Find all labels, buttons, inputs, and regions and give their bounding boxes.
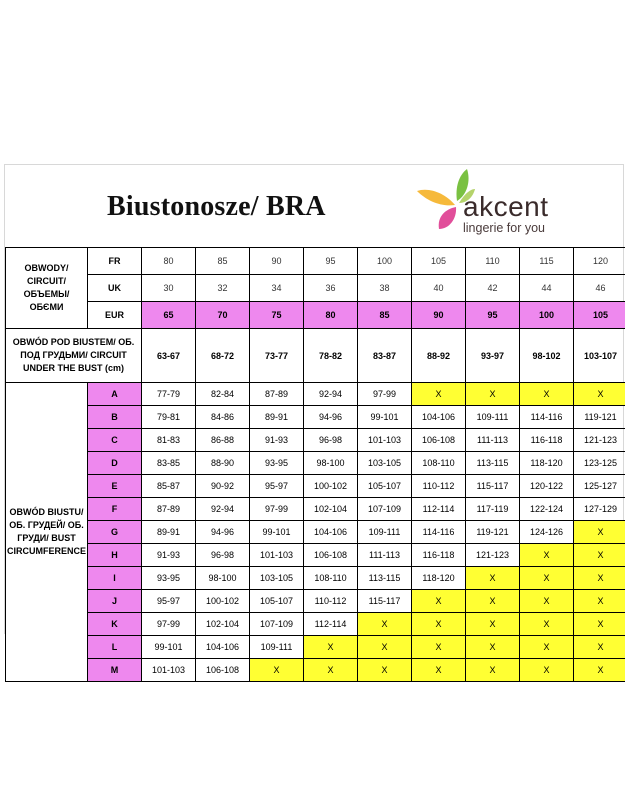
unavailable-cell: X: [574, 636, 625, 659]
cup-label: K: [88, 613, 142, 636]
brand-logo: [415, 167, 575, 243]
eur-cell: 105: [574, 302, 625, 329]
cup-label: B: [88, 406, 142, 429]
bust-range-cell: 118-120: [520, 452, 574, 475]
bust-range-cell: 102-104: [304, 498, 358, 521]
unavailable-cell: X: [466, 659, 520, 682]
bust-range-cell: 104-106: [196, 636, 250, 659]
uk-cell: 30: [142, 275, 196, 302]
bust-range-cell: 106-108: [412, 429, 466, 452]
bust-range-cell: 91-93: [250, 429, 304, 452]
unavailable-cell: X: [520, 544, 574, 567]
bust-range-cell: 115-117: [466, 475, 520, 498]
unavailable-cell: X: [574, 590, 625, 613]
unavailable-cell: X: [574, 544, 625, 567]
bust-range-cell: 108-110: [412, 452, 466, 475]
bust-range-cell: 107-109: [358, 498, 412, 521]
unavailable-cell: X: [574, 613, 625, 636]
unavailable-cell: X: [520, 613, 574, 636]
under-bust-cell: 88-92: [412, 329, 466, 383]
size-chart-card: [4, 164, 624, 675]
bust-range-cell: 95-97: [250, 475, 304, 498]
bust-range-cell: 103-105: [358, 452, 412, 475]
bust-range-cell: 89-91: [250, 406, 304, 429]
cup-row: [6, 498, 625, 521]
bust-range-cell: 113-115: [358, 567, 412, 590]
cup-row: [6, 567, 625, 590]
size-table: [5, 247, 625, 682]
under-bust-cell: 93-97: [466, 329, 520, 383]
bust-range-cell: 110-112: [412, 475, 466, 498]
bust-range-cell: 109-111: [466, 406, 520, 429]
eur-cell: 95: [466, 302, 520, 329]
bust-range-cell: 105-107: [358, 475, 412, 498]
circuit-label: OBWODY/ CIRCUIT/ ОБЪЕМЫ/ ОБЄМИ: [6, 248, 88, 329]
unavailable-cell: X: [466, 590, 520, 613]
bust-range-cell: 107-109: [250, 613, 304, 636]
bust-range-cell: 121-123: [466, 544, 520, 567]
bust-range-cell: 90-92: [196, 475, 250, 498]
cup-label: M: [88, 659, 142, 682]
bust-range-cell: 125-127: [574, 475, 625, 498]
bust-range-cell: 116-118: [412, 544, 466, 567]
bust-range-cell: 93-95: [142, 567, 196, 590]
bust-range-cell: 115-117: [358, 590, 412, 613]
bust-range-cell: 112-114: [412, 498, 466, 521]
under-bust-cell: 63-67: [142, 329, 196, 383]
bust-range-cell: 118-120: [412, 567, 466, 590]
bust-range-cell: 121-123: [574, 429, 625, 452]
under-bust-cell: 98-102: [520, 329, 574, 383]
eur-cell: 100: [520, 302, 574, 329]
bust-range-cell: 81-83: [142, 429, 196, 452]
eur-cell: 85: [358, 302, 412, 329]
bust-range-cell: 101-103: [358, 429, 412, 452]
cup-label: I: [88, 567, 142, 590]
bust-range-cell: 91-93: [142, 544, 196, 567]
uk-cell: 36: [304, 275, 358, 302]
bust-range-cell: 112-114: [304, 613, 358, 636]
cup-label: E: [88, 475, 142, 498]
unavailable-cell: X: [520, 383, 574, 406]
bust-range-cell: 95-97: [142, 590, 196, 613]
bust-range-cell: 104-106: [412, 406, 466, 429]
cup-row: [6, 613, 625, 636]
bust-range-cell: 92-94: [196, 498, 250, 521]
unavailable-cell: X: [520, 590, 574, 613]
eur-cell: 65: [142, 302, 196, 329]
brand-name: akcent: [463, 191, 549, 222]
unavailable-cell: X: [574, 659, 625, 682]
bust-range-cell: 111-113: [466, 429, 520, 452]
fr-cell: 105: [412, 248, 466, 275]
unavailable-cell: X: [520, 636, 574, 659]
fr-cell: 115: [520, 248, 574, 275]
cup-row: [6, 406, 625, 429]
bust-range-cell: 114-116: [412, 521, 466, 544]
bust-range-cell: 96-98: [304, 429, 358, 452]
under-bust-cell: 68-72: [196, 329, 250, 383]
bust-range-cell: 100-102: [196, 590, 250, 613]
cup-label: L: [88, 636, 142, 659]
unavailable-cell: X: [466, 613, 520, 636]
fr-cell: 110: [466, 248, 520, 275]
uk-cell: 46: [574, 275, 625, 302]
bust-range-cell: 96-98: [196, 544, 250, 567]
fr-cell: 95: [304, 248, 358, 275]
unavailable-cell: X: [358, 636, 412, 659]
bust-range-cell: 119-121: [574, 406, 625, 429]
bust-range-cell: 77-79: [142, 383, 196, 406]
bust-range-cell: 110-112: [304, 590, 358, 613]
unavailable-cell: X: [574, 383, 625, 406]
under-bust-cell: 83-87: [358, 329, 412, 383]
bust-range-cell: 109-111: [250, 636, 304, 659]
bust-range-cell: 106-108: [304, 544, 358, 567]
uk-cell: 44: [520, 275, 574, 302]
fr-label: FR: [88, 248, 142, 275]
bust-range-cell: 83-85: [142, 452, 196, 475]
under-bust-cell: 103-107: [574, 329, 625, 383]
fr-cell: 90: [250, 248, 304, 275]
unavailable-cell: X: [358, 613, 412, 636]
bust-range-cell: 93-95: [250, 452, 304, 475]
bust-range-cell: 94-96: [196, 521, 250, 544]
bust-range-cell: 106-108: [196, 659, 250, 682]
chart-header: [5, 165, 623, 247]
bust-range-cell: 79-81: [142, 406, 196, 429]
eur-row: [6, 302, 625, 329]
under-bust-cell: 78-82: [304, 329, 358, 383]
uk-label: UK: [88, 275, 142, 302]
bust-range-cell: 120-122: [520, 475, 574, 498]
cup-label: H: [88, 544, 142, 567]
bust-range-cell: 97-99: [142, 613, 196, 636]
uk-cell: 40: [412, 275, 466, 302]
bust-range-cell: 122-124: [520, 498, 574, 521]
uk-cell: 42: [466, 275, 520, 302]
bust-range-cell: 111-113: [358, 544, 412, 567]
unavailable-cell: X: [574, 521, 625, 544]
cup-row: [6, 659, 625, 682]
bust-range-cell: 100-102: [304, 475, 358, 498]
bust-range-cell: 89-91: [142, 521, 196, 544]
bust-circumference-label: OBWÓD BIUSTU/ ОБ. ГРУДЕЙ/ ОБ. ГРУДИ/ BUST CIRCUMFERENCE: [6, 383, 88, 682]
bust-range-cell: 99-101: [142, 636, 196, 659]
cup-label: A: [88, 383, 142, 406]
cup-row: [6, 383, 625, 406]
chart-title: Biustonosze/ BRA: [107, 191, 326, 222]
fr-row: [6, 248, 625, 275]
under-bust-row: [6, 329, 625, 383]
unavailable-cell: X: [466, 567, 520, 590]
bust-range-cell: 94-96: [304, 406, 358, 429]
bust-range-cell: 98-100: [304, 452, 358, 475]
bust-range-cell: 99-101: [250, 521, 304, 544]
unavailable-cell: X: [412, 613, 466, 636]
bust-range-cell: 82-84: [196, 383, 250, 406]
bust-range-cell: 109-111: [358, 521, 412, 544]
eur-cell: 70: [196, 302, 250, 329]
bust-range-cell: 97-99: [250, 498, 304, 521]
uk-cell: 32: [196, 275, 250, 302]
bust-range-cell: 123-125: [574, 452, 625, 475]
bust-range-cell: 97-99: [358, 383, 412, 406]
unavailable-cell: X: [304, 659, 358, 682]
cup-label: G: [88, 521, 142, 544]
bust-range-cell: 92-94: [304, 383, 358, 406]
bust-range-cell: 88-90: [196, 452, 250, 475]
bust-range-cell: 98-100: [196, 567, 250, 590]
eur-label: EUR: [88, 302, 142, 329]
cup-row: [6, 452, 625, 475]
bust-range-cell: 108-110: [304, 567, 358, 590]
bust-range-cell: 113-115: [466, 452, 520, 475]
uk-cell: 38: [358, 275, 412, 302]
cup-label: F: [88, 498, 142, 521]
unavailable-cell: X: [412, 659, 466, 682]
cup-row: [6, 475, 625, 498]
unavailable-cell: X: [412, 590, 466, 613]
under-bust-cell: 73-77: [250, 329, 304, 383]
bust-range-cell: 101-103: [250, 544, 304, 567]
unavailable-cell: X: [466, 636, 520, 659]
fr-cell: 80: [142, 248, 196, 275]
cup-label: J: [88, 590, 142, 613]
bust-range-cell: 99-101: [358, 406, 412, 429]
eur-cell: 80: [304, 302, 358, 329]
cup-label: D: [88, 452, 142, 475]
unavailable-cell: X: [250, 659, 304, 682]
bust-range-cell: 119-121: [466, 521, 520, 544]
eur-cell: 75: [250, 302, 304, 329]
bust-range-cell: 85-87: [142, 475, 196, 498]
bust-range-cell: 104-106: [304, 521, 358, 544]
bust-range-cell: 117-119: [466, 498, 520, 521]
cup-row: [6, 590, 625, 613]
under-bust-label: OBWÓD POD BIUSTEM/ ОБ. ПОД ГРУДЬМИ/ CIRCUIT UNDER THE BUST (cm): [6, 329, 142, 383]
bust-range-cell: 114-116: [520, 406, 574, 429]
bust-range-cell: 84-86: [196, 406, 250, 429]
bust-range-cell: 127-129: [574, 498, 625, 521]
bust-range-cell: 116-118: [520, 429, 574, 452]
unavailable-cell: X: [520, 659, 574, 682]
bust-range-cell: 101-103: [142, 659, 196, 682]
cup-row: [6, 521, 625, 544]
unavailable-cell: X: [574, 567, 625, 590]
uk-cell: 34: [250, 275, 304, 302]
eur-cell: 90: [412, 302, 466, 329]
fr-cell: 100: [358, 248, 412, 275]
unavailable-cell: X: [466, 383, 520, 406]
cup-row: [6, 429, 625, 452]
unavailable-cell: X: [412, 636, 466, 659]
bust-range-cell: 87-89: [250, 383, 304, 406]
bust-range-cell: 86-88: [196, 429, 250, 452]
bust-range-cell: 105-107: [250, 590, 304, 613]
unavailable-cell: X: [520, 567, 574, 590]
uk-row: [6, 275, 625, 302]
bust-range-cell: 124-126: [520, 521, 574, 544]
unavailable-cell: X: [358, 659, 412, 682]
bust-range-cell: 87-89: [142, 498, 196, 521]
unavailable-cell: X: [412, 383, 466, 406]
fr-cell: 120: [574, 248, 625, 275]
fr-cell: 85: [196, 248, 250, 275]
unavailable-cell: X: [304, 636, 358, 659]
cup-row: [6, 636, 625, 659]
bust-range-cell: 102-104: [196, 613, 250, 636]
cup-label: C: [88, 429, 142, 452]
cup-row: [6, 544, 625, 567]
brand-tagline: lingerie for you: [463, 221, 545, 235]
bust-range-cell: 103-105: [250, 567, 304, 590]
